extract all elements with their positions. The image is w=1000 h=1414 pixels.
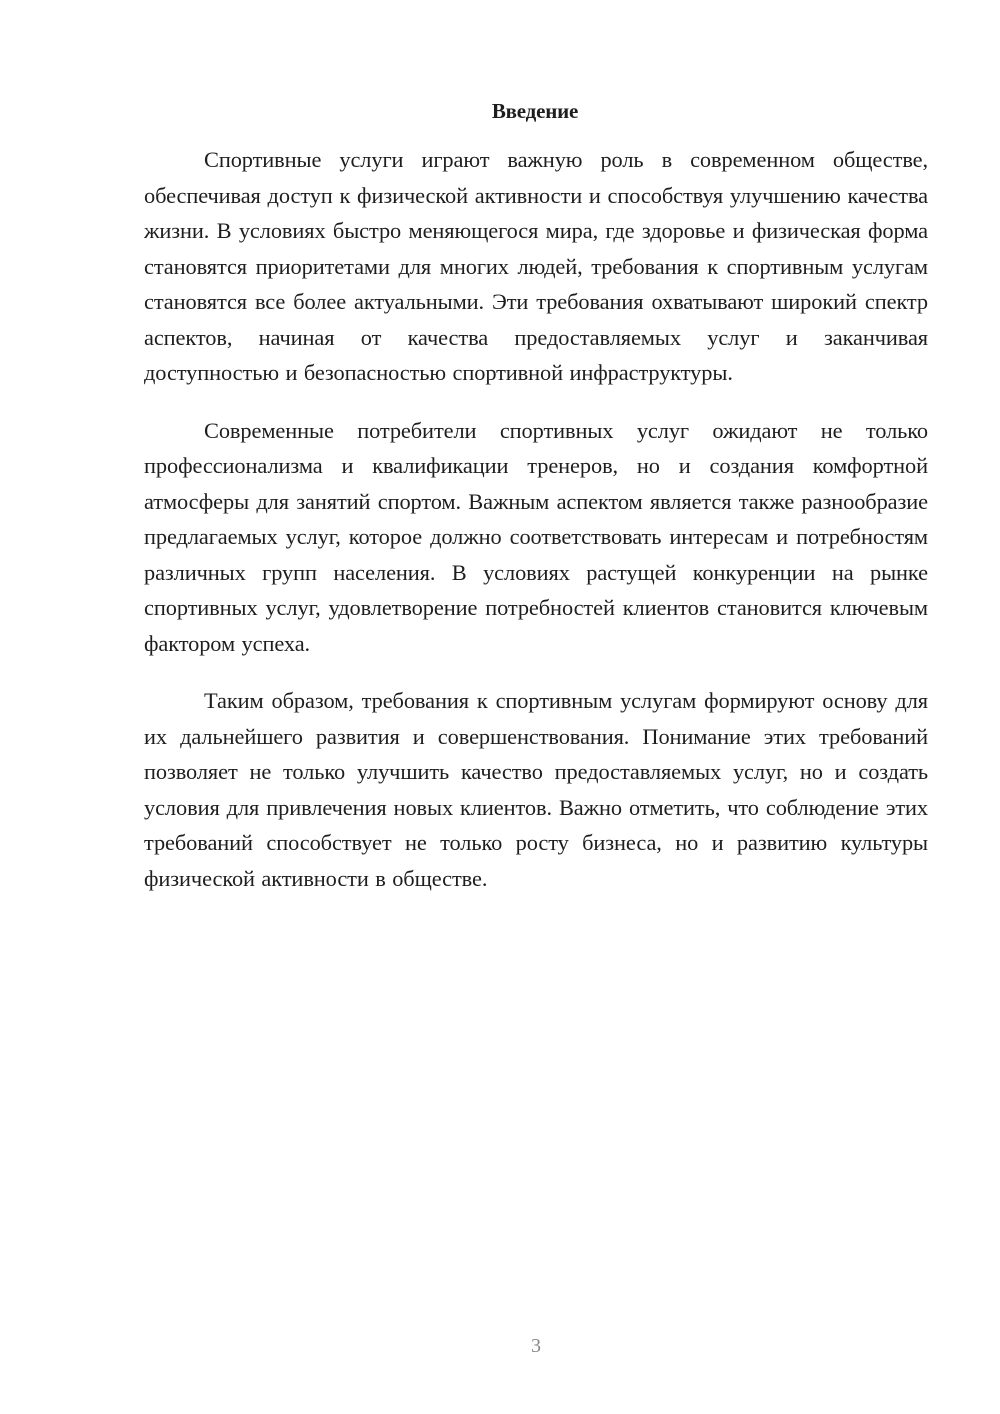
paragraph-3: Таким образом, требования к спортивным услугам формируют основу для их дальнейшего развития и совершенствования. Понимание этих требований позволяет не только улучшить качество предоставляемых услуг, но и создать условия для привлечения новых клиентов. Важно отметить, что соблюдение этих требований способствует не только росту бизнеса, но и развитию культуры физической активности в обществе. — [144, 688, 928, 891]
paragraph-2: Современные потребители спортивных услуг ожидают не только профессионализма и квалификации тренеров, но и создания комфортной атмосферы для занятий спортом. Важным аспектом является также разнообразие предлагаемых услуг, которое должно соответствовать интересам и потребностям различных групп населения. В условиях растущей конкуренции на рынке спортивных услуг, удовлетворение потребностей клиентов становится ключевым фактором успеха. — [144, 417, 928, 656]
body-text — [144, 142, 928, 918]
page-number: 3 — [531, 1335, 541, 1357]
paragraph-1: Спортивные услуги играют важную роль в современном обществе, обеспечивая доступ к физической активности и способствуя улучшению качества жизни. В условиях быстро меняющегося мира, где здоровье и физическая форма становятся приоритетами для многих людей, требования к спортивным услугам становятся все более актуальными. Эти требования охватывают широкий спектр аспектов, начиная от качества предоставляемых услуг и заканчивая доступностью и безопасностью спортивной инфраструктуры. — [144, 147, 928, 385]
section-heading: Введение — [491, 99, 579, 123]
